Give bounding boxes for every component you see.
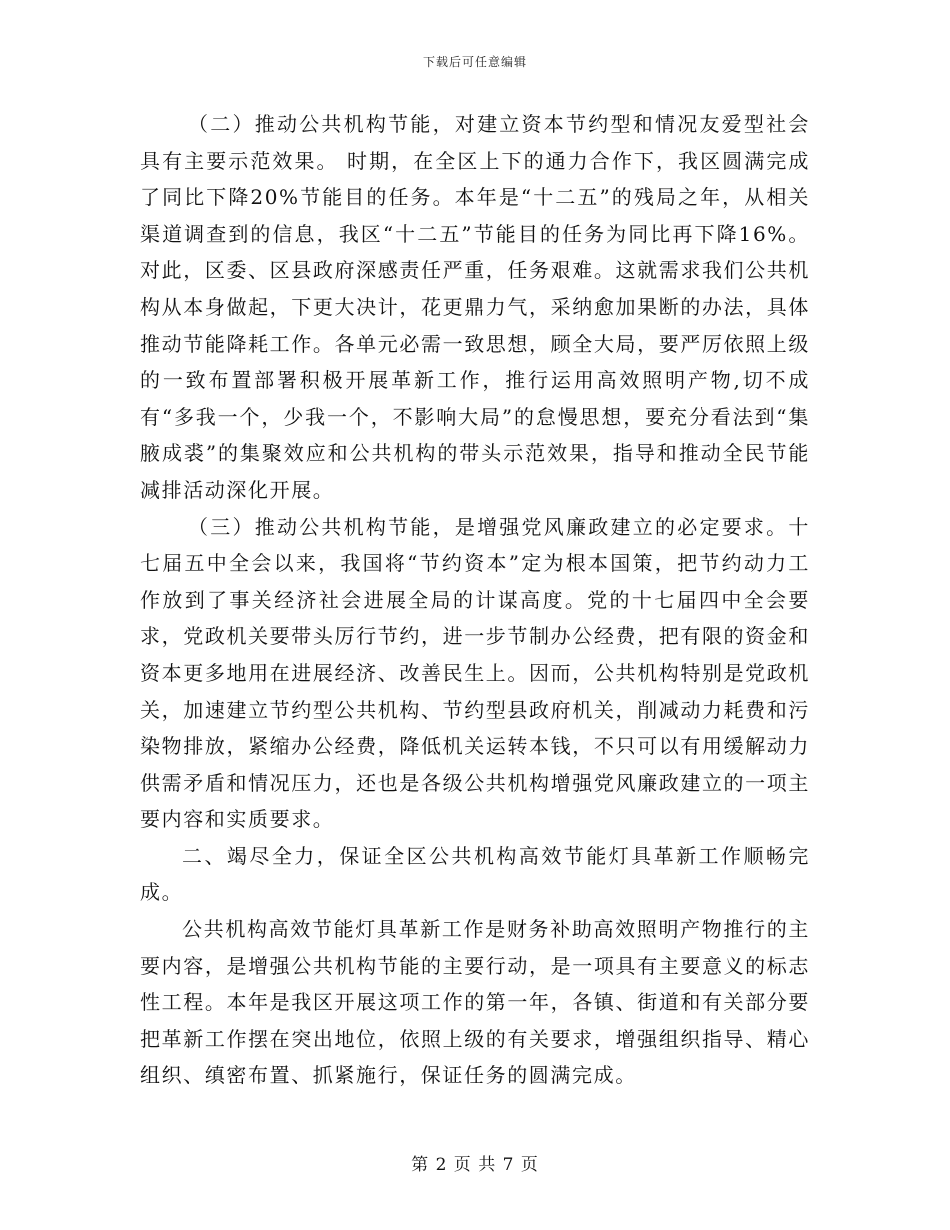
page-header: 下载后可任意编辑 xyxy=(422,55,527,69)
section-heading-2: 二、竭尽全力，保证全区公共机构高效节能灯具革新工作顺畅完成。 xyxy=(140,843,810,905)
paragraph-2: （二）推动公共机构节能，对建立资本节约型和情况友爱型社会具有主要示范效果。 时期，在全区上下的通力合作下，我区圆满完成了同比下降20%节能目的任务。本年是“十二五”的残局之年，从相关渠道调查到的信息，我区“十二五”节能目的任务为同比再下降16%。对此，区委、区县政府深感责任严重，任务艰难。这就需求我们公共机构从本身做起，下更大决计，花更鼎力气，采纳愈加果断的办法，具体推动节能降耗工作。各单元必需一致思想，顾全大局，要严厉依照上级的一致布置部署积极开展革新工作，推行运用高效照明产物,切不成有“多我一个，少我一个，不影响大局”的怠慢思想，要充分看法到“集腋成裘”的集聚效应和公共机构的带头示范效果，指导和推动全民节能减排活动深化开展。 xyxy=(140,112,810,502)
page-number xyxy=(0,1150,950,1175)
paragraph-3: （三）推动公共机构节能，是增强党风廉政建立的必定要求。十七届五中全会以来，我国将“节约资本”定为根本国策，把节约动力工作放到了事关经济社会进展全局的计谋高度。党的十七届四中全会要求，党政机关要带头厉行节约，进一步节制办公经费，把有限的资金和资本更多地用在进展经济、改善民生上。因而，公共机构特别是党政机关，加速建立节约型公共机构、节约型县政府机关，削减动力耗费和污染物排放，紧缩办公经费，降低机关运转本钱，不只可以有用缓解动力供需矛盾和情况压力，还也是各级公共机构增强党风廉政建立的一项主要内容和实质要求。 xyxy=(140,514,810,832)
document-body xyxy=(140,106,810,1094)
paragraph-section-2: 公共机构高效节能灯具革新工作是财务补助高效照明产物推行的主要内容，是增强公共机构节能的主要行动，是一项具有主要意义的标志性工程。本年是我区开展这项工作的第一年，各镇、街道和有关部分要把革新工作摆在突出地位，依照上级的有关要求，增强组织指导、精心组织、缜密布置、抓紧施行，保证任务的圆满完成。 xyxy=(140,917,810,1088)
page-number-text: 第 2 页 共 7 页 xyxy=(411,1155,539,1175)
